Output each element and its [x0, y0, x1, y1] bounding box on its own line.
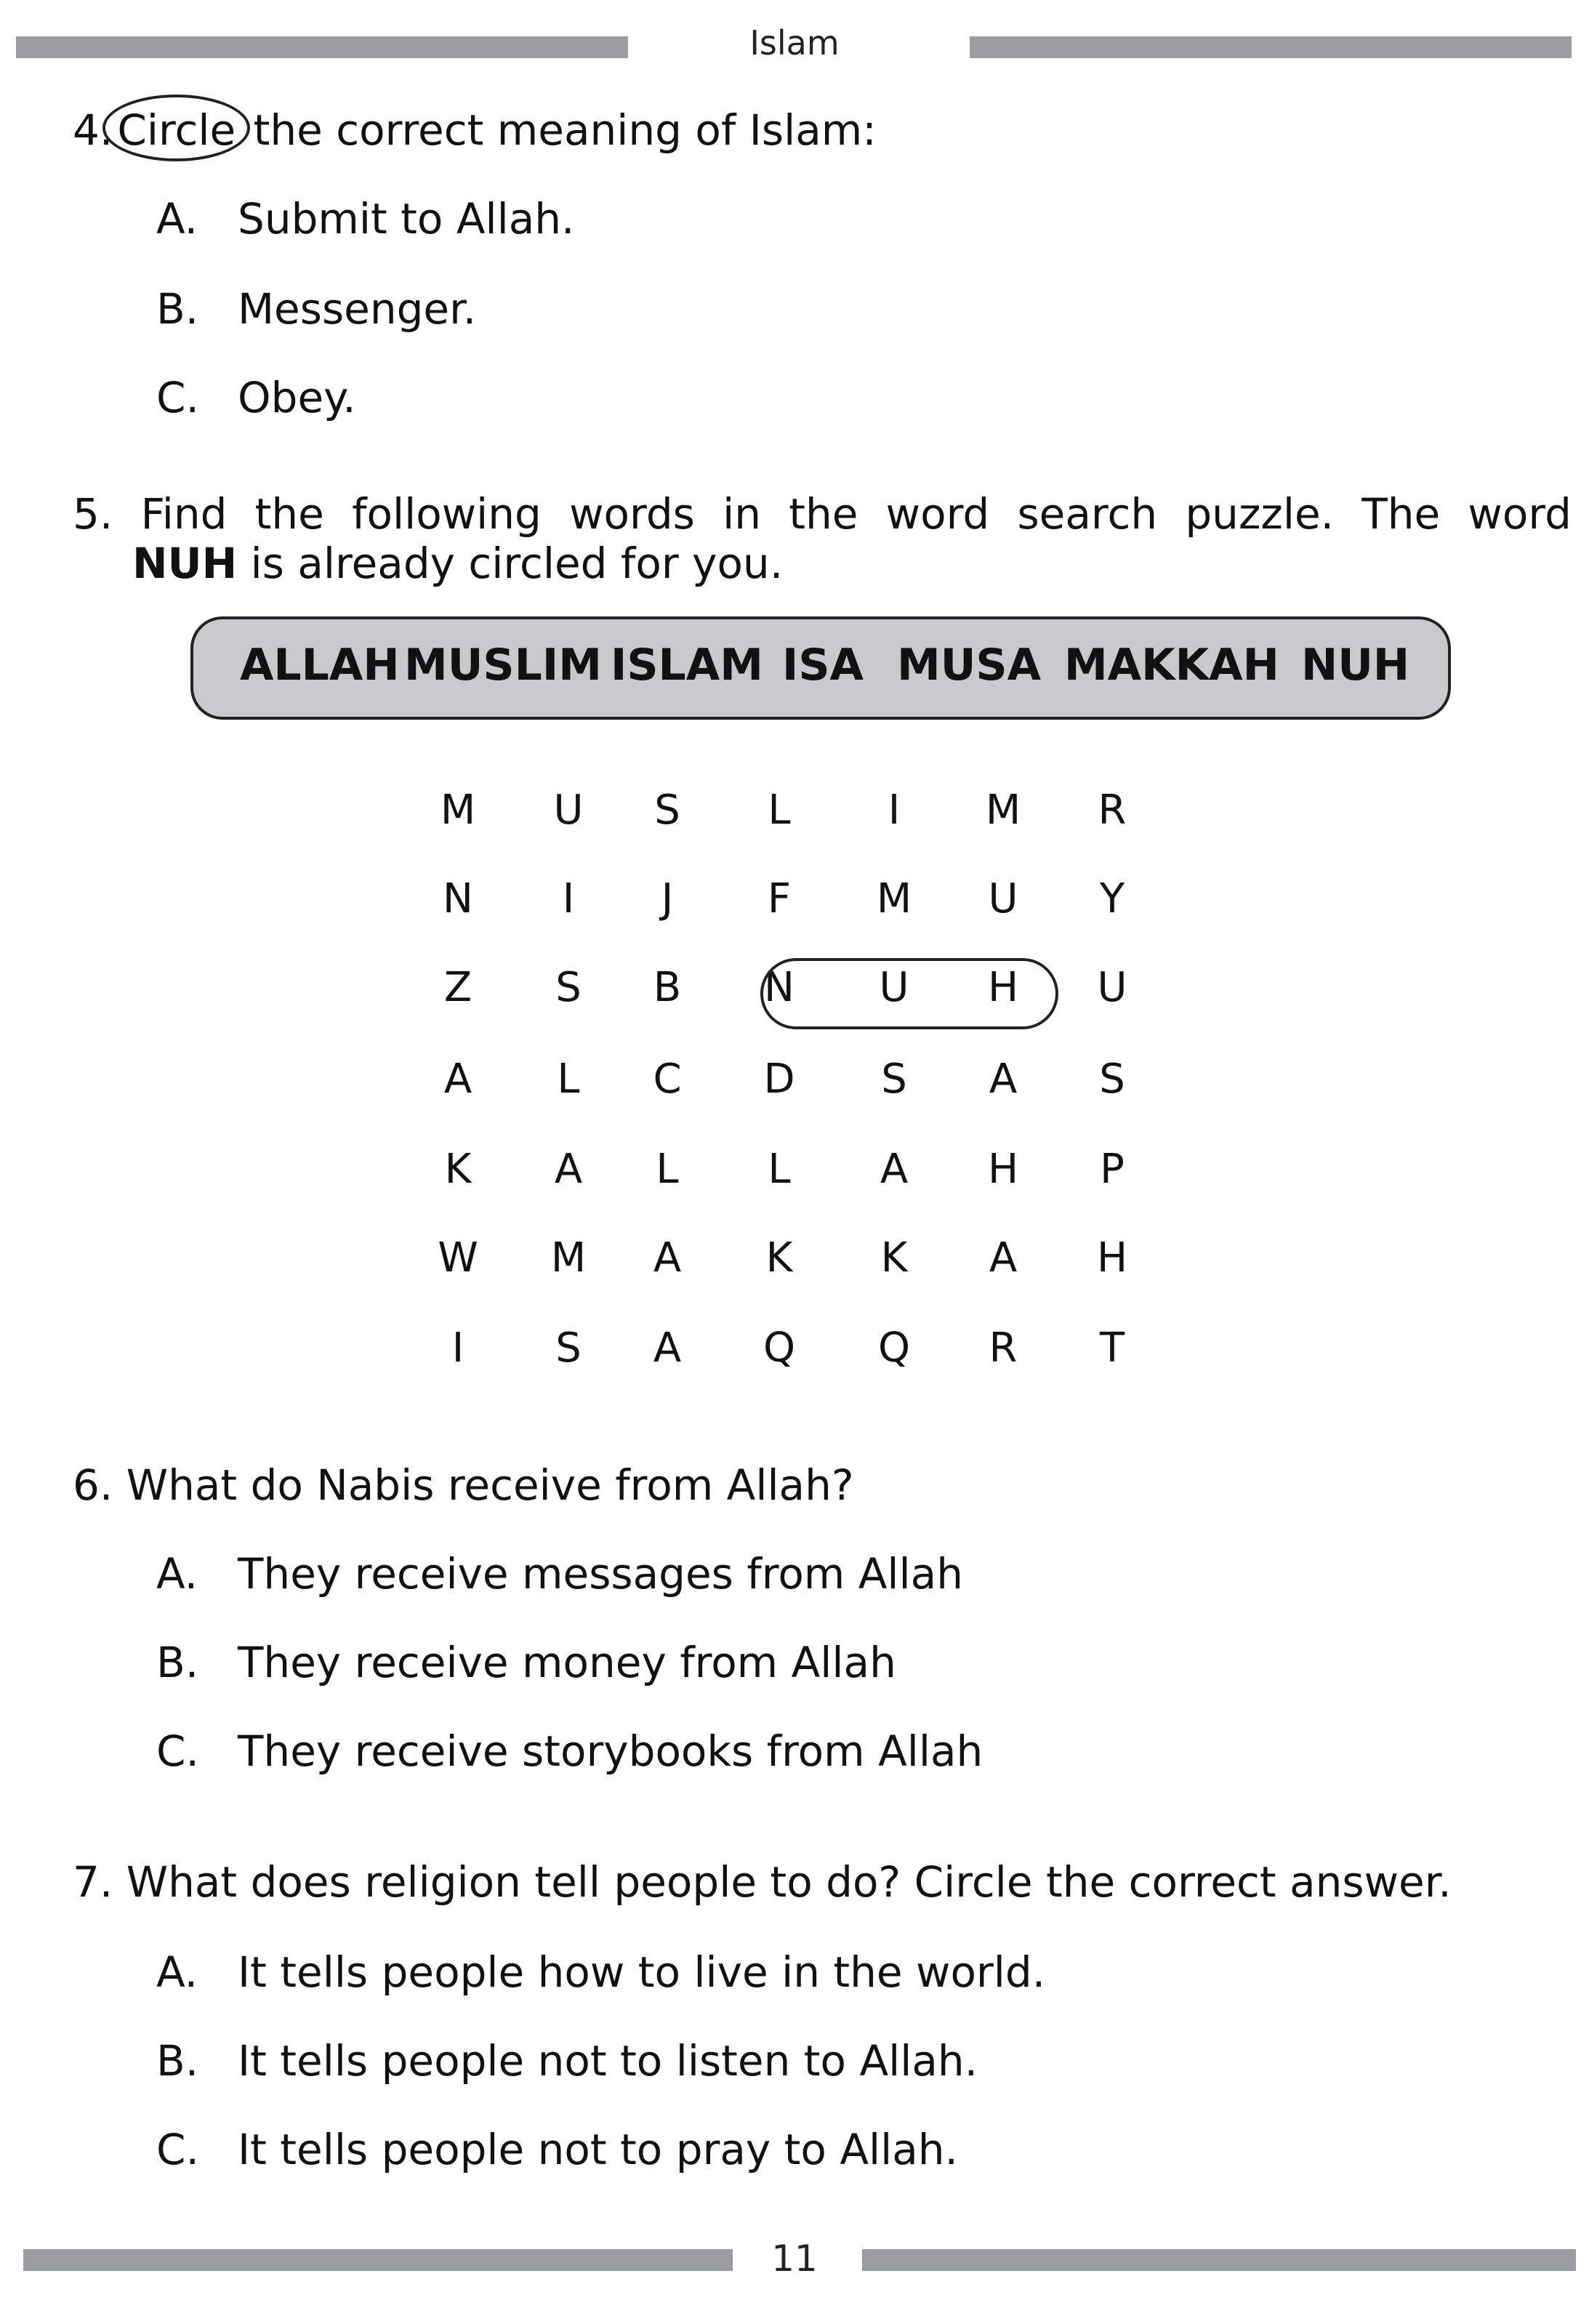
- grid-letter[interactable]: L: [557, 1056, 580, 1103]
- grid-letter[interactable]: D: [763, 1056, 795, 1103]
- grid-letter[interactable]: S: [555, 964, 582, 1011]
- grid-letter[interactable]: A: [880, 1146, 909, 1193]
- option-text: It tells people how to live in the world.: [238, 1947, 1046, 1997]
- question-5-bold-word: NUH: [132, 539, 238, 588]
- grid-letter[interactable]: A: [653, 1234, 682, 1282]
- question-5-line2: [132, 539, 783, 587]
- grid-letter[interactable]: K: [765, 1234, 793, 1282]
- grid-letter[interactable]: I: [562, 875, 575, 922]
- grid-letter[interactable]: N: [764, 964, 794, 1011]
- question-6: 6. What do Nabis receive from Allah?: [73, 1460, 854, 1510]
- question-4: [73, 106, 877, 154]
- option-letter: A.: [156, 1947, 198, 1997]
- grid-letter[interactable]: Q: [763, 1324, 796, 1372]
- question-4-text: the correct meaning of Islam:: [240, 105, 877, 155]
- grid-letter[interactable]: S: [654, 787, 680, 834]
- option-text: Submit to Allah.: [238, 194, 575, 244]
- grid-letter[interactable]: U: [553, 787, 584, 834]
- option-text: They receive messages from Allah: [238, 1549, 963, 1599]
- grid-letter[interactable]: Y: [1099, 875, 1125, 922]
- grid-letter[interactable]: N: [443, 875, 473, 922]
- word-bank-item: ALLAH: [240, 640, 400, 691]
- option-letter: C.: [156, 373, 199, 422]
- q6-option-b[interactable]: [156, 1639, 896, 1686]
- option-letter: A.: [156, 1549, 198, 1599]
- option-letter: A.: [156, 194, 198, 244]
- option-text: It tells people not to listen to Allah.: [238, 2036, 978, 2086]
- grid-letter[interactable]: A: [443, 1056, 472, 1103]
- grid-letter[interactable]: T: [1099, 1324, 1125, 1372]
- option-letter: B.: [156, 1638, 199, 1687]
- grid-letter[interactable]: I: [451, 1324, 464, 1372]
- grid-letter[interactable]: F: [767, 875, 792, 922]
- grid-letter[interactable]: M: [985, 787, 1021, 834]
- grid-letter[interactable]: L: [768, 1146, 791, 1193]
- word-bank: [190, 616, 1451, 720]
- grid-letter[interactable]: K: [880, 1234, 908, 1282]
- grid-letter[interactable]: M: [876, 875, 912, 922]
- grid-letter[interactable]: C: [653, 1056, 682, 1103]
- grid-letter[interactable]: H: [987, 964, 1019, 1011]
- grid-letter[interactable]: B: [653, 964, 682, 1011]
- grid-letter[interactable]: U: [879, 964, 909, 1011]
- grid-letter[interactable]: H: [1096, 1234, 1128, 1282]
- question-5-line1: 5. Find the following words in the word search puzzle. The word: [73, 489, 1572, 539]
- grid-letter[interactable]: J: [661, 875, 674, 922]
- grid-letter[interactable]: U: [988, 875, 1018, 922]
- grid-letter[interactable]: U: [1097, 964, 1127, 1011]
- grid-letter[interactable]: A: [989, 1234, 1018, 1282]
- circled-word: Circle: [113, 106, 240, 154]
- grid-letter[interactable]: A: [989, 1056, 1018, 1103]
- nuh-circle: [760, 958, 1058, 1029]
- q6-option-a[interactable]: [156, 1550, 963, 1598]
- q4-option-c[interactable]: [156, 374, 356, 422]
- grid-letter[interactable]: R: [989, 1324, 1018, 1372]
- grid-letter[interactable]: S: [555, 1324, 582, 1372]
- page-number: 11: [771, 2237, 818, 2280]
- grid-letter[interactable]: P: [1100, 1146, 1125, 1193]
- q7-option-a[interactable]: [156, 1948, 1045, 1996]
- grid-letter[interactable]: M: [550, 1234, 587, 1282]
- grid-letter[interactable]: I: [888, 787, 901, 834]
- grid-letter[interactable]: Q: [877, 1324, 911, 1372]
- grid-letter[interactable]: M: [440, 787, 476, 834]
- word-bank-item: NUH: [1301, 640, 1410, 691]
- word-bank-item: MUSA: [897, 640, 1042, 691]
- option-letter: C.: [156, 2125, 199, 2174]
- option-text: Messenger.: [238, 284, 477, 334]
- grid-letter[interactable]: R: [1098, 787, 1127, 834]
- grid-letter[interactable]: S: [881, 1056, 907, 1103]
- grid-letter[interactable]: L: [656, 1146, 679, 1193]
- grid-letter[interactable]: Z: [443, 964, 472, 1011]
- option-letter: B.: [156, 2036, 199, 2086]
- option-text: It tells people not to pray to Allah.: [238, 2125, 958, 2174]
- q7-option-b[interactable]: [156, 2037, 978, 2085]
- grid-letter[interactable]: W: [438, 1234, 478, 1282]
- header-title: Islam: [749, 23, 840, 63]
- grid-letter[interactable]: S: [1099, 1056, 1125, 1103]
- option-text: They receive storybooks from Allah: [238, 1726, 983, 1776]
- word-bank-item: MAKKAH: [1064, 640, 1279, 691]
- q7-option-c[interactable]: [156, 2126, 958, 2174]
- grid-letter[interactable]: L: [768, 787, 791, 834]
- question-4-number: 4.: [73, 105, 113, 155]
- grid-letter[interactable]: A: [653, 1324, 682, 1372]
- question-7: 7. What does religion tell people to do? Circle the correct answer.: [73, 1857, 1452, 1907]
- grid-letter[interactable]: A: [554, 1146, 583, 1193]
- q4-option-a[interactable]: [156, 195, 575, 243]
- q6-option-c[interactable]: [156, 1727, 983, 1775]
- q4-option-b[interactable]: [156, 285, 476, 333]
- option-letter: C.: [156, 1726, 199, 1776]
- word-bank-item: ISA: [782, 640, 864, 691]
- word-bank-item: MUSLIM: [404, 640, 602, 691]
- grid-letter[interactable]: H: [987, 1146, 1019, 1193]
- option-letter: B.: [156, 284, 199, 334]
- word-bank-item: ISLAM: [611, 640, 763, 691]
- grid-letter[interactable]: K: [444, 1146, 472, 1193]
- option-text: They receive money from Allah: [238, 1638, 896, 1687]
- question-5-line2-text: is already circled for you.: [237, 539, 784, 588]
- option-text: Obey.: [238, 373, 356, 422]
